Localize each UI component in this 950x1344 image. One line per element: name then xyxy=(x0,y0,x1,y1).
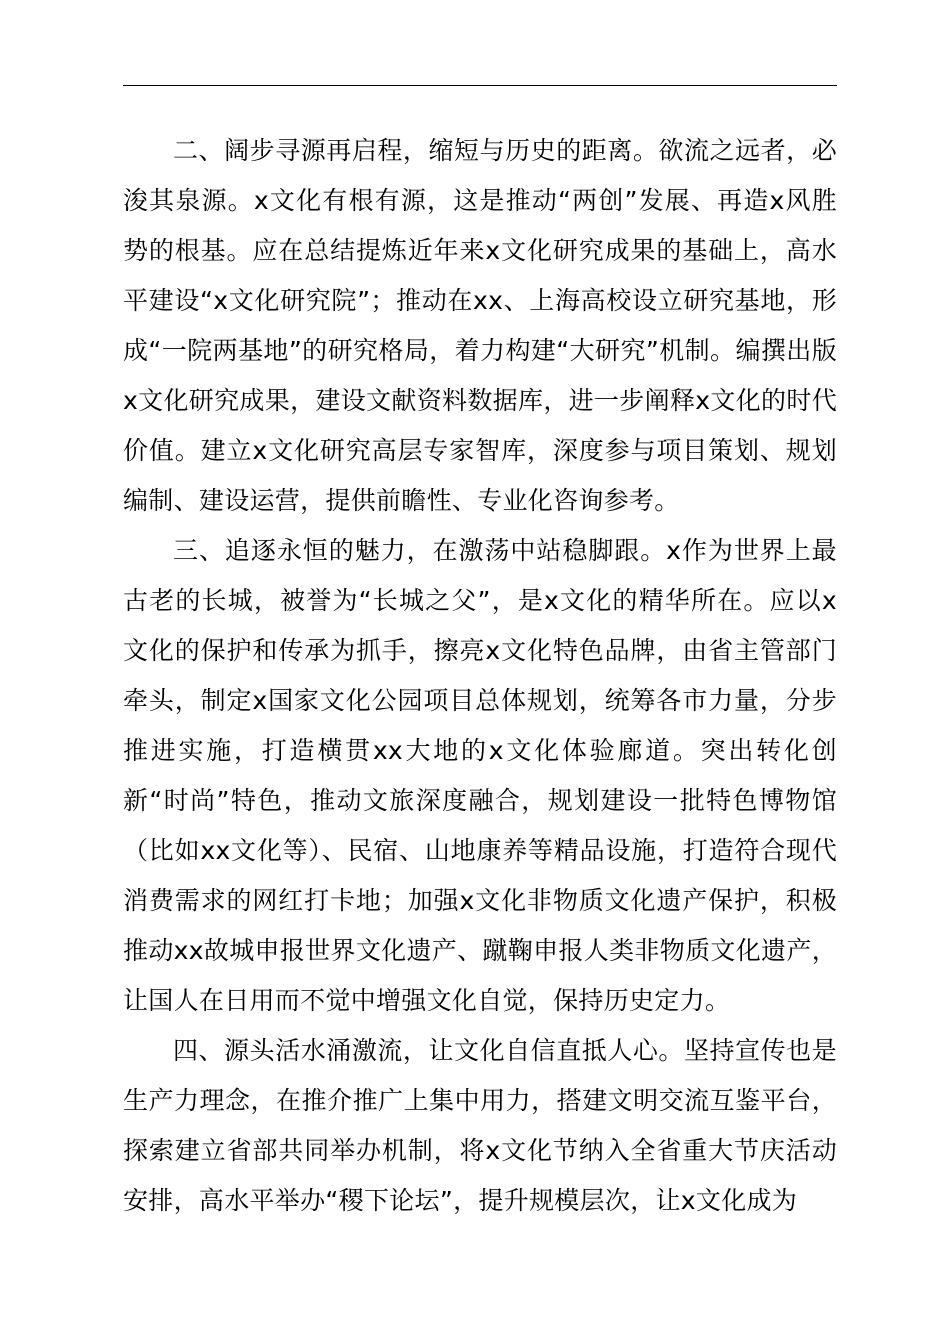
paragraph-3: 三、追逐永恒的魅力，在激荡中站稳脚跟。x作为世界上最古老的长城，被誉为“长城之父”，是x文化的精华所在。应以x文化的保护和传承为抓手，擦亮x文化特色品牌，由省主管部门牵头，制定x国家文化公园项目总体规划，统筹各市力量，分步推进实施，打造横贯xx大地的x文化体验廊道。突出转化创新“时尚”特色，推动文旅深度融合，规划建设一批特色博物馆（比如xx文化等）、民宿、山地康养等精品设施，打造符合现代消费需求的网红打卡地；加强x文化非物质文化遗产保护，积极推动xx故城申报世界文化遗产、蹴鞠申报人类非物质文化遗产，让国人在日用而不觉中增强文化自觉，保持历史定力。 xyxy=(123,536,837,1015)
header-rule xyxy=(123,85,837,86)
body-text xyxy=(123,126,837,1226)
paragraph-2: 二、阔步寻源再启程，缩短与历史的距离。欲流之远者，必浚其泉源。x文化有根有源，这是推动“两创”发展、再造x风胜势的根基。应在总结提炼近年来x文化研究成果的基础上，高水平建设“x文化研究院”；推动在xx、上海高校设立研究基地，形成“一院两基地”的研究格局，着力构建“大研究”机制。编撰出版x文化研究成果，建设文献资料数据库，进一步阐释x文化的时代价值。建立x文化研究高层专家智库，深度参与项目策划、规划编制、建设运营，提供前瞻性、专业化咨询参考。 xyxy=(123,136,837,515)
paragraph-4: 四、源头活水涌激流，让文化自信直抵人心。坚持宣传也是生产力理念，在推介推广上集中用力，搭建文明交流互鉴平台，探索建立省部共同举办机制，将x文化节纳入全省重大节庆活动安排，高水平举办“稷下论坛”，提升规模层次，让x文化成为 xyxy=(123,1036,837,1215)
